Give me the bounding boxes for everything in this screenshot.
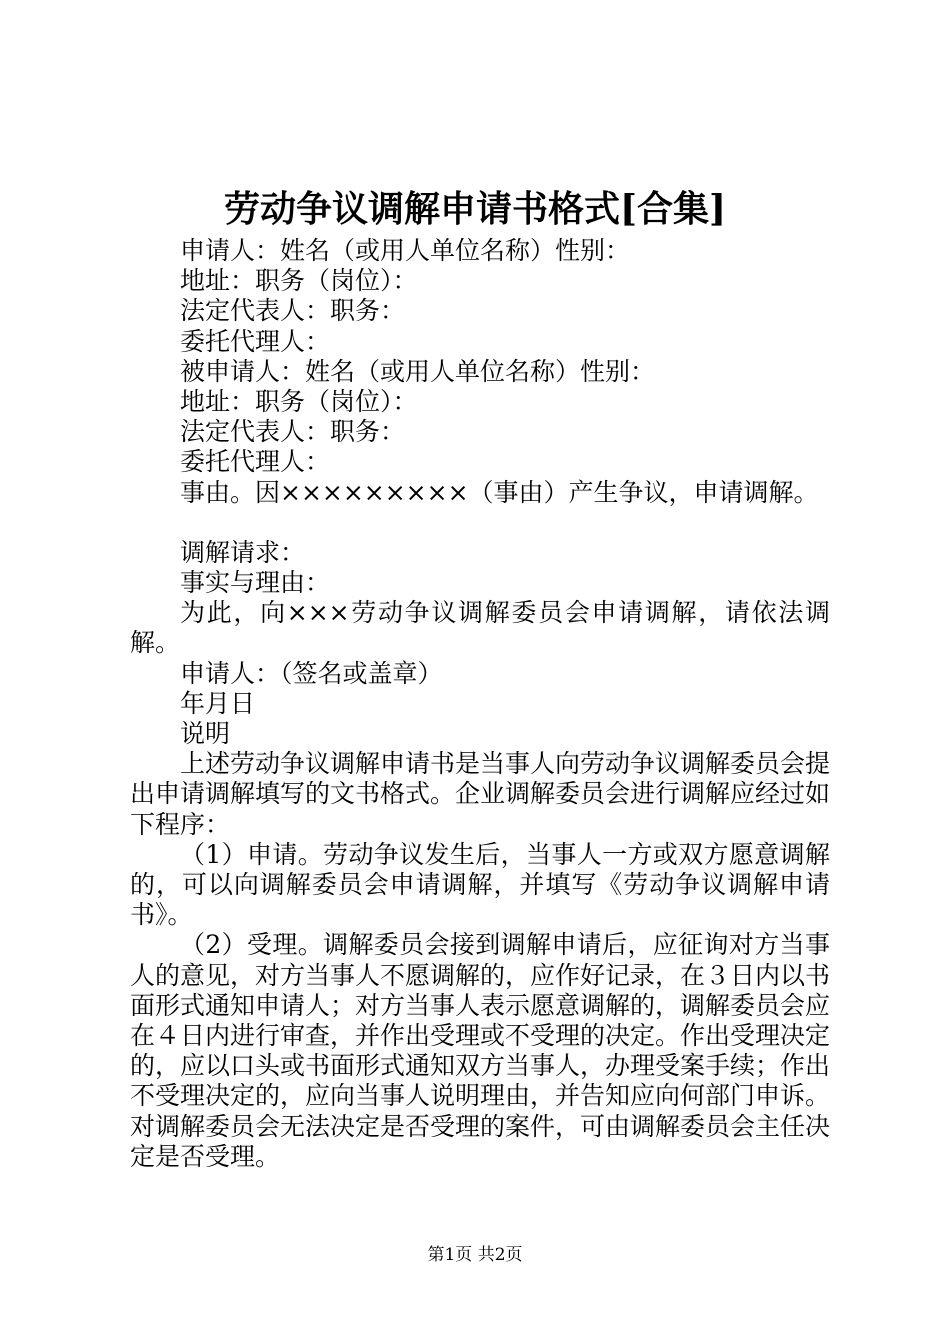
text-line: 申请人：（签名或盖章） — [180, 658, 443, 688]
text-line: 法定代表人：职务： — [180, 296, 406, 326]
paragraph-request: 为此，向×××劳动争议调解委员会申请调解，请依法调解。 — [130, 598, 830, 658]
text-line: 申请人：姓名（或用人单位名称）性别： — [180, 236, 631, 265]
text-line-reason: 事由。因×××××××××（事由）产生争议，申请调解。 — [180, 477, 819, 507]
text-line: 委托代理人： — [180, 326, 331, 356]
text-line: 地址：职务（岗位）： — [180, 266, 418, 296]
text-line: 法定代表人：职务： — [180, 417, 406, 447]
text-line: 委托代理人： — [180, 447, 331, 477]
text-line: 说明 — [180, 719, 231, 749]
text-line: 年月日 — [180, 688, 256, 718]
text-line: 被申请人：姓名（或用人单位名称）性别： — [180, 356, 656, 386]
blank-line — [130, 508, 830, 538]
text-line: 事实与理由： — [180, 568, 331, 598]
document-body — [130, 236, 830, 1172]
page-footer: 第1页 共2页 — [427, 1245, 523, 1265]
text-line: 调解请求： — [180, 537, 306, 567]
paragraph-step-1: （1）申请。劳动争议发生后，当事人一方或双方愿意调解的，可以向调解委员会申请调解，并填写《劳动争议调解申请书》。 — [130, 839, 830, 930]
paragraph-step-2: （2）受理。调解委员会接到调解申请后，应征询对方当事人的意见，对方当事人不愿调解的，应作好记录，在３日内以书面形式通知申请人；对方当事人表示愿意调解的，调解委员会应在４日内进行审查，并作出受理或不受理的决定。作出受理决定的，应以口头或书面形式通知双方当事人，办理受案手续；作出不受理决定的，应向当事人说明理由，并告知应向何部门申诉。对调解委员会无法决定是否受理的案件，可由调解委员会主任决定是否受理。 — [130, 930, 831, 1171]
text-line: 地址：职务（岗位）： — [180, 386, 418, 416]
paragraph-explain: 上述劳动争议调解申请书是当事人向劳动争议调解委员会提出申请调解填写的文书格式。企业调解委员会进行调解应经过如下程序： — [130, 749, 831, 839]
document-title: 劳动争议调解申请书格式[合集] — [223, 188, 727, 230]
